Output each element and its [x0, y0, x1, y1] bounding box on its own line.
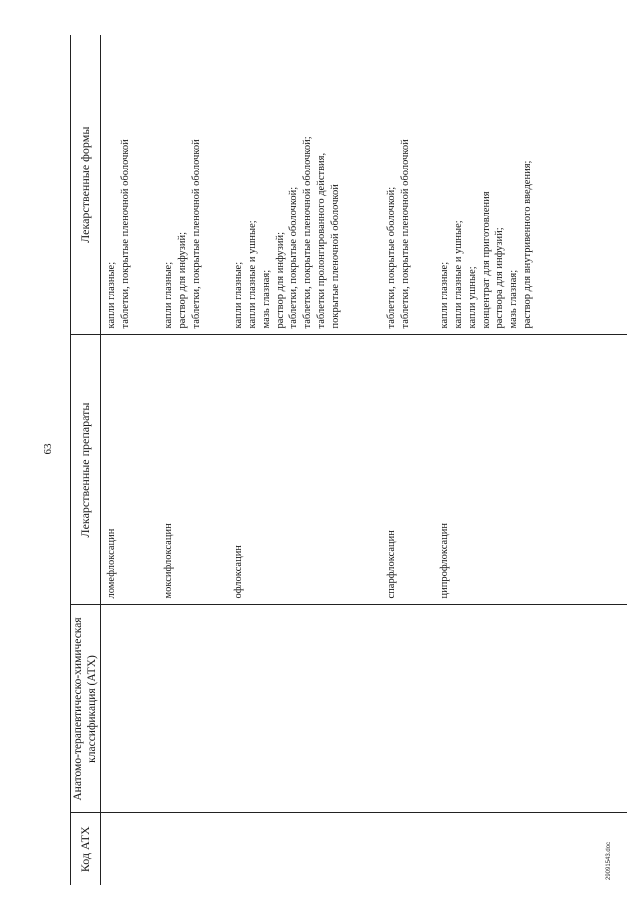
forms-list: [438, 41, 535, 329]
form-item: таблетки, покрытые пленочной оболочкой: [399, 139, 411, 329]
form-item: капли глазные;: [163, 261, 174, 329]
header-atc-code: Код АТХ: [71, 813, 101, 885]
drug-entry: [232, 342, 385, 599]
form-item: капли глазные и ушные;: [246, 220, 258, 329]
form-item: капли глазные;: [106, 261, 117, 329]
forms-entry: [438, 41, 535, 329]
drug-name: спарфлоксацин: [386, 530, 397, 599]
cell-dosage-forms: [101, 35, 628, 335]
header-dosage-forms: Лекарственные формы: [71, 35, 101, 335]
form-item: таблетки, покрытые оболочкой;: [288, 186, 300, 329]
drug-entry: [385, 342, 438, 599]
form-item: концентрат для приготовления: [480, 191, 492, 329]
footer-filename: 29091543.doc: [606, 841, 612, 880]
forms-list: [105, 41, 133, 329]
form-item: мазь глазная;: [260, 269, 272, 329]
drug-entry: [162, 342, 232, 599]
form-item: раствор для внутривенного введения;: [522, 160, 534, 329]
form-item: покрытые пленочной оболочкой: [330, 184, 342, 329]
cell-drugs: [101, 335, 628, 605]
page-number: 63: [42, 443, 54, 455]
forms-list: [385, 41, 413, 329]
form-item: таблетки, покрытые пленочной оболочкой: [190, 139, 202, 329]
form-item: мазь глазная;: [508, 269, 520, 329]
form-item: капли глазные;: [233, 261, 244, 329]
form-item: раствор для инфузий;: [176, 231, 188, 329]
drug-name: ломефлоксацин: [106, 528, 117, 599]
table-body-row: [101, 35, 628, 885]
form-item: раствора для инфузий;: [494, 227, 506, 329]
form-item: капли глазные и ушные;: [452, 220, 464, 329]
header-atc-classification: Анатомо-терапевтическо-химическая классификация (АТХ): [71, 605, 101, 813]
cell-atc-code: [101, 813, 628, 885]
drug-entry: [105, 342, 162, 599]
form-item: раствор для инфузий;: [274, 231, 286, 329]
forms-entry: [385, 41, 438, 329]
atc-table: [70, 35, 627, 885]
drug-name: ципрофлоксацин: [439, 522, 450, 599]
drug-entry: [438, 342, 452, 599]
form-item: капли ушные;: [466, 266, 478, 329]
form-item: таблетки пролонгированного действия,: [316, 152, 328, 329]
cell-atc-classification: [101, 605, 628, 813]
forms-entry: [105, 41, 162, 329]
header-drugs: Лекарственные препараты: [71, 335, 101, 605]
form-item: капли глазные;: [439, 261, 450, 329]
drug-name: моксифлоксацин: [163, 523, 174, 599]
table-header-row: [71, 35, 101, 885]
forms-list: [162, 41, 204, 329]
form-item: таблетки, покрытые пленочной оболочкой: [119, 139, 131, 329]
forms-entry: [162, 41, 232, 329]
form-item: таблетки, покрытые оболочкой;: [386, 186, 397, 329]
form-item: таблетки, покрытые пленочной оболочкой;: [302, 136, 314, 329]
forms-list: [232, 41, 343, 329]
drug-name: офлоксацин: [233, 545, 244, 599]
rotated-table-wrapper: [70, 35, 630, 885]
forms-entry: [232, 41, 385, 329]
